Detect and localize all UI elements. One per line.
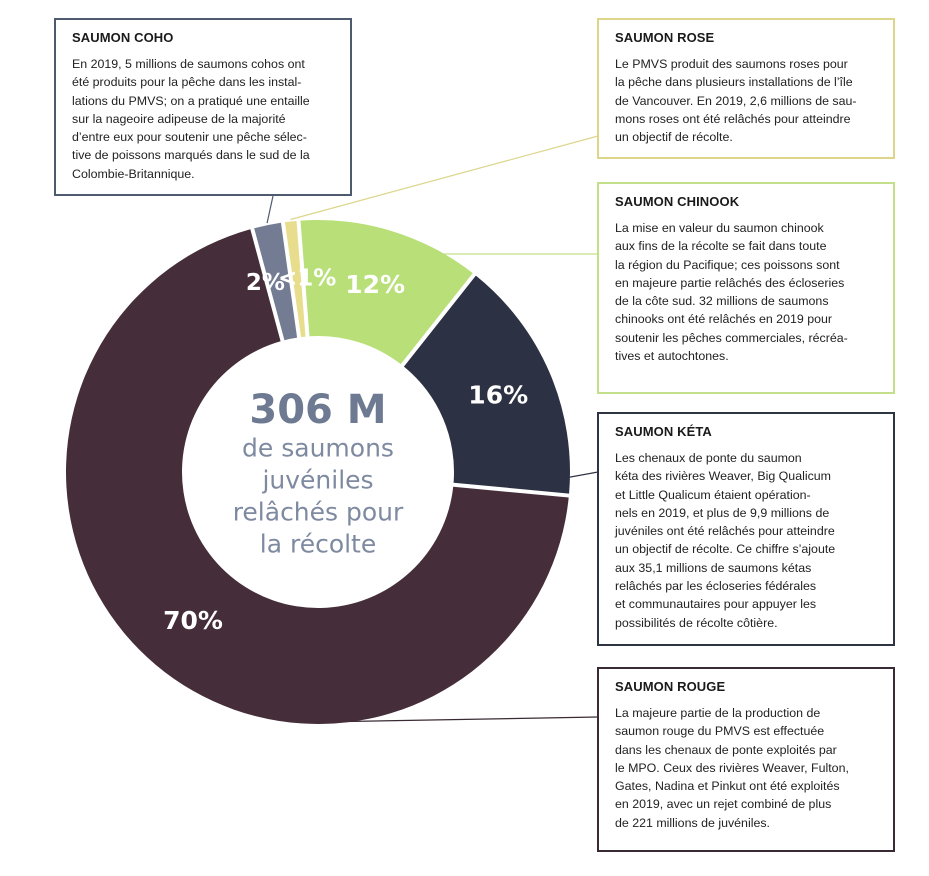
text-line: un objectif de récolte. Ce chiffre s’ajoute xyxy=(615,542,836,557)
rouge-info-box xyxy=(597,667,895,852)
text-line: La majeure partie de la production de xyxy=(615,706,821,720)
keta-text xyxy=(615,449,877,632)
text-line: en 2019, avec un rejet combiné de plus xyxy=(615,797,832,812)
text-line: en majeure partie relâchés des écloseries xyxy=(615,275,845,290)
center-value: 306 M xyxy=(249,387,387,433)
slice-label-rose: <1% xyxy=(277,265,337,292)
text-line: dans les chenaux de ponte exploités par xyxy=(615,742,837,757)
text-line: Gates, Nadina et Pinkut ont été exploités xyxy=(615,779,840,794)
text-line: tive de poissons marqués dans le sud de la xyxy=(72,148,310,163)
text-line: possibilités de récolte côtière. xyxy=(615,615,778,630)
text-line: aux 35,1 millions de saumons kétas xyxy=(615,560,812,575)
text-line: d’entre eux pour soutenir une pêche sélec- xyxy=(72,130,307,145)
text-line: de Vancouver. En 2019, 2,6 millions de sau- xyxy=(615,93,857,108)
text-line: nels en 2019, et plus de 9,9 millions de xyxy=(615,505,830,520)
text-line: de 221 millions de juvéniles. xyxy=(615,815,770,830)
text-line: saumon rouge du PMVS est effectuée xyxy=(615,724,825,739)
text-line: soutenir les pêches commerciales, récréa- xyxy=(615,330,848,345)
text-line: été produits pour la pêche dans les instal- xyxy=(72,75,302,90)
center-line: juvéniles xyxy=(262,465,374,495)
coho-text xyxy=(72,55,334,183)
text-line: En 2019, 5 millions de saumons cohos ont xyxy=(72,57,305,71)
text-line: Le PMVS produit des saumons roses pour xyxy=(615,57,848,71)
slice-label-keta: 16% xyxy=(468,380,529,410)
text-line: lations du PMVS; on a pratiqué une entaille xyxy=(72,93,310,108)
slice-label-coho: 2% xyxy=(245,270,285,297)
leader-coho xyxy=(267,196,273,223)
text-line: aux fins de la récolte se fait dans toute xyxy=(615,239,827,254)
center-line: relâchés pour xyxy=(232,497,404,527)
text-line: et communautaires pour appuyer les xyxy=(615,597,817,612)
rouge-text xyxy=(615,704,877,832)
rose-text xyxy=(615,55,877,146)
text-line: La mise en valeur du saumon chinook xyxy=(615,221,824,235)
text-line: le MPO. Ceux des rivières Weaver, Fulton, xyxy=(615,760,849,775)
text-line: Les chenaux de ponte du saumon xyxy=(615,451,802,465)
text-line: de la côte sud. 32 millions de saumons xyxy=(615,294,829,309)
rouge-title: SAUMON ROUGE xyxy=(615,679,726,694)
chinook-info-box xyxy=(597,182,895,394)
text-line: relâchés par les écloseries fédérales xyxy=(615,579,817,594)
rose-title: SAUMON ROSE xyxy=(615,30,715,45)
slice-label-chinook: 12% xyxy=(345,270,406,300)
text-line: kéta des rivières Weaver, Big Qualicum xyxy=(615,469,832,484)
text-line: mons roses ont été relâchés pour atteindre xyxy=(615,111,851,126)
text-line: la région du Pacifique; ces poissons sont xyxy=(615,257,840,272)
coho-title: SAUMON COHO xyxy=(72,30,174,45)
coho-info-box xyxy=(54,18,352,196)
text-line: sur la nageoire adipeuse de la majorité xyxy=(72,111,286,126)
keta-title: SAUMON KÉTA xyxy=(615,424,712,439)
center-line: la récolte xyxy=(259,529,377,559)
keta-info-box xyxy=(597,412,895,646)
chinook-title: SAUMON CHINOOK xyxy=(615,194,740,209)
text-line: chinooks ont été relâchés en 2019 pour xyxy=(615,312,832,327)
center-label xyxy=(233,387,404,559)
slice-label-rouge: 70% xyxy=(163,605,223,635)
text-line: Colombie-Britannique. xyxy=(72,166,195,181)
chinook-text xyxy=(615,219,877,365)
text-line: et Little Qualicum étaient opération- xyxy=(615,487,811,502)
text-line: juvéniles ont été relâchés pour atteindre xyxy=(615,524,835,539)
rose-info-box xyxy=(597,18,895,159)
text-line: la pêche dans plusieurs installations de l’île xyxy=(615,75,853,90)
text-line: un objectif de récolte. xyxy=(615,130,733,145)
text-line: tives et autochtones. xyxy=(615,349,729,364)
center-line: de saumons xyxy=(242,433,394,463)
